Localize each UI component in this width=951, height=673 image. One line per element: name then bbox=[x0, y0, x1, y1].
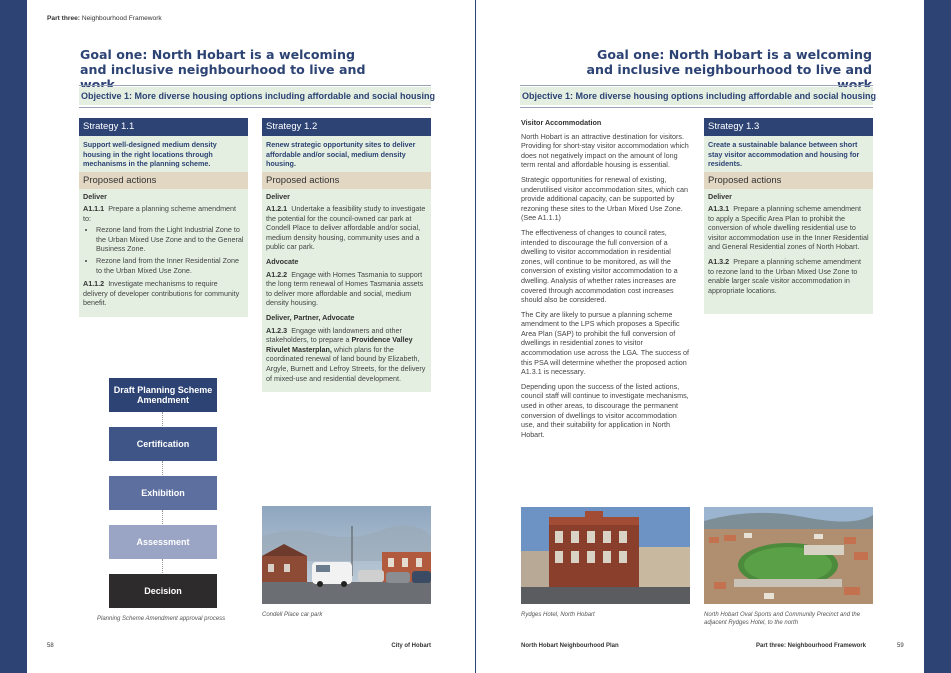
visitor-paragraph: North Hobart is an attractive destination for visitors. Providing for short-stay visitor accommodation which does not negatively impact on the amount of long term rental and affordable housing is essential. bbox=[521, 131, 689, 170]
flow-connector bbox=[162, 461, 163, 477]
page-number-right: 59 bbox=[897, 643, 904, 649]
flow-connector bbox=[162, 559, 163, 575]
action-a1-3-1 bbox=[708, 204, 869, 252]
flow-step-exhibition: Exhibition bbox=[109, 476, 217, 510]
action-text: Engage with Homes Tasmania to support the long term renewal of Homes Tasmania assets to deliver more affordable and social, medium density housing. bbox=[266, 269, 424, 308]
action-category: Deliver, Partner, Advocate bbox=[266, 313, 355, 323]
strategy-1-1-actions bbox=[79, 189, 248, 318]
action-a1-2-2 bbox=[266, 270, 427, 308]
left-page bbox=[27, 0, 475, 673]
strategy-1-3-actions bbox=[704, 189, 873, 315]
condell-photo-caption: Condell Place car park bbox=[262, 612, 323, 618]
right-page bbox=[476, 0, 924, 673]
running-header bbox=[47, 15, 162, 22]
running-header-part: Part three: bbox=[47, 15, 80, 22]
north-hobart-oval-aerial-photo bbox=[704, 507, 873, 604]
objective-banner-right: Objective 1: More diverse housing options including affordable and social housing bbox=[520, 87, 873, 105]
strategy-1-1-card bbox=[79, 118, 248, 317]
strategy-1-3-description: Create a sustainable balance between short stay visitor accommodation and housing for residents. bbox=[704, 136, 873, 172]
strategy-1-3-title: Strategy 1.3 bbox=[704, 118, 873, 136]
action-category: Deliver bbox=[83, 191, 107, 201]
strategy-1-2-actions bbox=[262, 189, 431, 393]
footer-plan-name: North Hobart Neighbourhood Plan bbox=[521, 643, 619, 649]
strategy-1-3-card bbox=[704, 118, 873, 314]
action-category: Deliver bbox=[708, 191, 732, 201]
visitor-paragraph: Strategic opportunities for renewal of existing, underutilised visitor accommodation sites, which can provide additional capacity, can be supported by rezoning these sites to the Urban Mixed Use Zone. (See A1.1.1) bbox=[521, 174, 688, 223]
flow-connector bbox=[162, 412, 163, 428]
divider-bottom-right bbox=[520, 107, 873, 108]
divider-top-left bbox=[79, 85, 431, 86]
oval-photo-caption: North Hobart Oval Sports and Community Precinct and the adjacent Rydges Hotel, to the north bbox=[704, 612, 861, 626]
action-text: Undertake a feasibility study to investigate the potential for the council-owned car park at Condell Place to deliver affordable and/or social, medium density housing, community uses and a public car park. bbox=[266, 204, 426, 252]
action-text: Prepare a planning scheme amendment to rezone land to the Urban Mixed Use Zone to enable larger scale visitor accommodation in appropriate locations. bbox=[708, 257, 862, 295]
action-id: A1.3.2 bbox=[708, 257, 730, 267]
action-a1-3-2 bbox=[708, 257, 869, 295]
action-text: Engage with landowners and other stakeholders, to prepare a bbox=[266, 325, 402, 345]
action-id: A1.1.2 bbox=[83, 279, 105, 289]
flow-step-certification: Certification bbox=[109, 427, 217, 461]
strategy-1-2-description: Renew strategic opportunity sites to deliver affordable and/or social, medium density housing. bbox=[262, 136, 431, 172]
action-text: which plans for the coordinated renewal of land bound by Elizabeth, Argyle, Burnett and Lefroy Streets, for the delivery of mixed-use and residential development. bbox=[266, 344, 426, 383]
condell-place-car-park-photo bbox=[262, 506, 431, 604]
flow-step-draft-amendment: Draft Planning Scheme Amendment bbox=[109, 378, 217, 412]
footer-org: City of Hobart bbox=[391, 643, 431, 649]
list-item: • Rezone land from the Inner Residential Zone to the Urban Mixed Use Zone. bbox=[96, 256, 244, 275]
masterplan-name: Providence Valley Rivulet Masterplan, bbox=[266, 335, 413, 354]
page-number-left: 58 bbox=[47, 643, 54, 649]
action-a1-2-1 bbox=[266, 204, 427, 252]
action-text: Prepare a planning scheme amendment to: bbox=[83, 204, 237, 223]
objective-banner-left: Objective 1: More diverse housing options including affordable and social housing bbox=[79, 87, 431, 105]
visitor-paragraph: The City are likely to pursue a planning scheme amendment to the LPS which proposes a Specific Area Plan (SAP) to prohibit the full conversion of dwellings in residential zones to visitor accommodation use across the LGA. The success of this PSA will determine whether the proposed action A1.3.1 is necessary. bbox=[521, 309, 690, 377]
visitor-paragraph: Depending upon the success of the listed actions, council staff will continue to investigate mechanisms, used in other areas, to discourage the permanent conversion of dwellings to visitor accommodation use, and their suitability for application in North Hobart. bbox=[521, 381, 689, 439]
flow-step-assessment: Assessment bbox=[109, 525, 217, 559]
visitor-paragraph: The effectiveness of changes to council rates, intended to discourage the full conversion of a dwelling to visitor accommodation in residential zones, will continue to be monitored, as will the conversion of existing visitor accommodation to a dwelling. Analysis of whether rates increases are covered through accommodation cost increases should also be considered. bbox=[521, 227, 678, 305]
proposed-actions-heading: Proposed actions bbox=[79, 172, 248, 189]
strategy-1-2-title: Strategy 1.2 bbox=[262, 118, 431, 136]
action-category: Deliver bbox=[266, 191, 290, 201]
visitor-accommodation-section bbox=[521, 118, 691, 444]
action-id: A1.1.1 bbox=[83, 204, 105, 214]
divider-bottom-left bbox=[79, 107, 431, 108]
action-a1-1-1 bbox=[83, 204, 244, 223]
footer-section: Part three: Neighbourhood Framework bbox=[756, 643, 867, 649]
rydges-hotel-photo bbox=[521, 507, 690, 604]
running-header-section: Neighbourhood Framework bbox=[79, 15, 162, 22]
rydges-photo-caption: Rydges Hotel, North Hobart bbox=[521, 612, 595, 618]
action-id: A1.3.1 bbox=[708, 204, 730, 214]
flowchart-caption: Planning Scheme Amendment approval process bbox=[97, 616, 226, 622]
action-a1-2-3 bbox=[266, 326, 427, 384]
action-text: Prepare a planning scheme amendment to apply a Specific Area Plan to prohibit the conversion of whole dwelling residential use to visitor accommodation use in the Inner Residential and General Residential zones of North Hobart. bbox=[708, 204, 869, 252]
action-id: A1.2.1 bbox=[266, 204, 288, 214]
action-a1-1-2 bbox=[83, 279, 244, 308]
action-id: A1.2.3 bbox=[266, 325, 288, 335]
proposed-actions-heading: Proposed actions bbox=[704, 172, 873, 189]
strategy-1-1-description: Support well-designed medium density housing in the right locations through mechanisms in the planning scheme. bbox=[79, 136, 248, 172]
rezone-list bbox=[83, 225, 244, 275]
action-id: A1.2.2 bbox=[266, 269, 288, 279]
strategy-1-2-card bbox=[262, 118, 431, 392]
proposed-actions-heading: Proposed actions bbox=[262, 172, 431, 189]
strategy-1-1-title: Strategy 1.1 bbox=[79, 118, 248, 136]
goal-title-right: Goal one: North Hobart is a welcoming and inclusive neighbourhood to live and bbox=[586, 47, 872, 77]
goal-title-left: Goal one: North Hobart is a welcoming and inclusive neighbourhood to live and bbox=[80, 47, 366, 77]
divider-top-right bbox=[520, 85, 873, 86]
flow-connector bbox=[162, 510, 163, 526]
list-item: • Rezone land from the Light Industrial Zone to the Urban Mixed Use Zone and to the General Business Zone. bbox=[96, 225, 244, 254]
flow-step-decision: Decision bbox=[109, 574, 217, 608]
action-category: Advocate bbox=[266, 257, 299, 267]
visitor-heading: Visitor Accommodation bbox=[521, 118, 602, 127]
action-text: Investigate mechanisms to require delivery of developer contributions for community benefit. bbox=[83, 279, 240, 308]
